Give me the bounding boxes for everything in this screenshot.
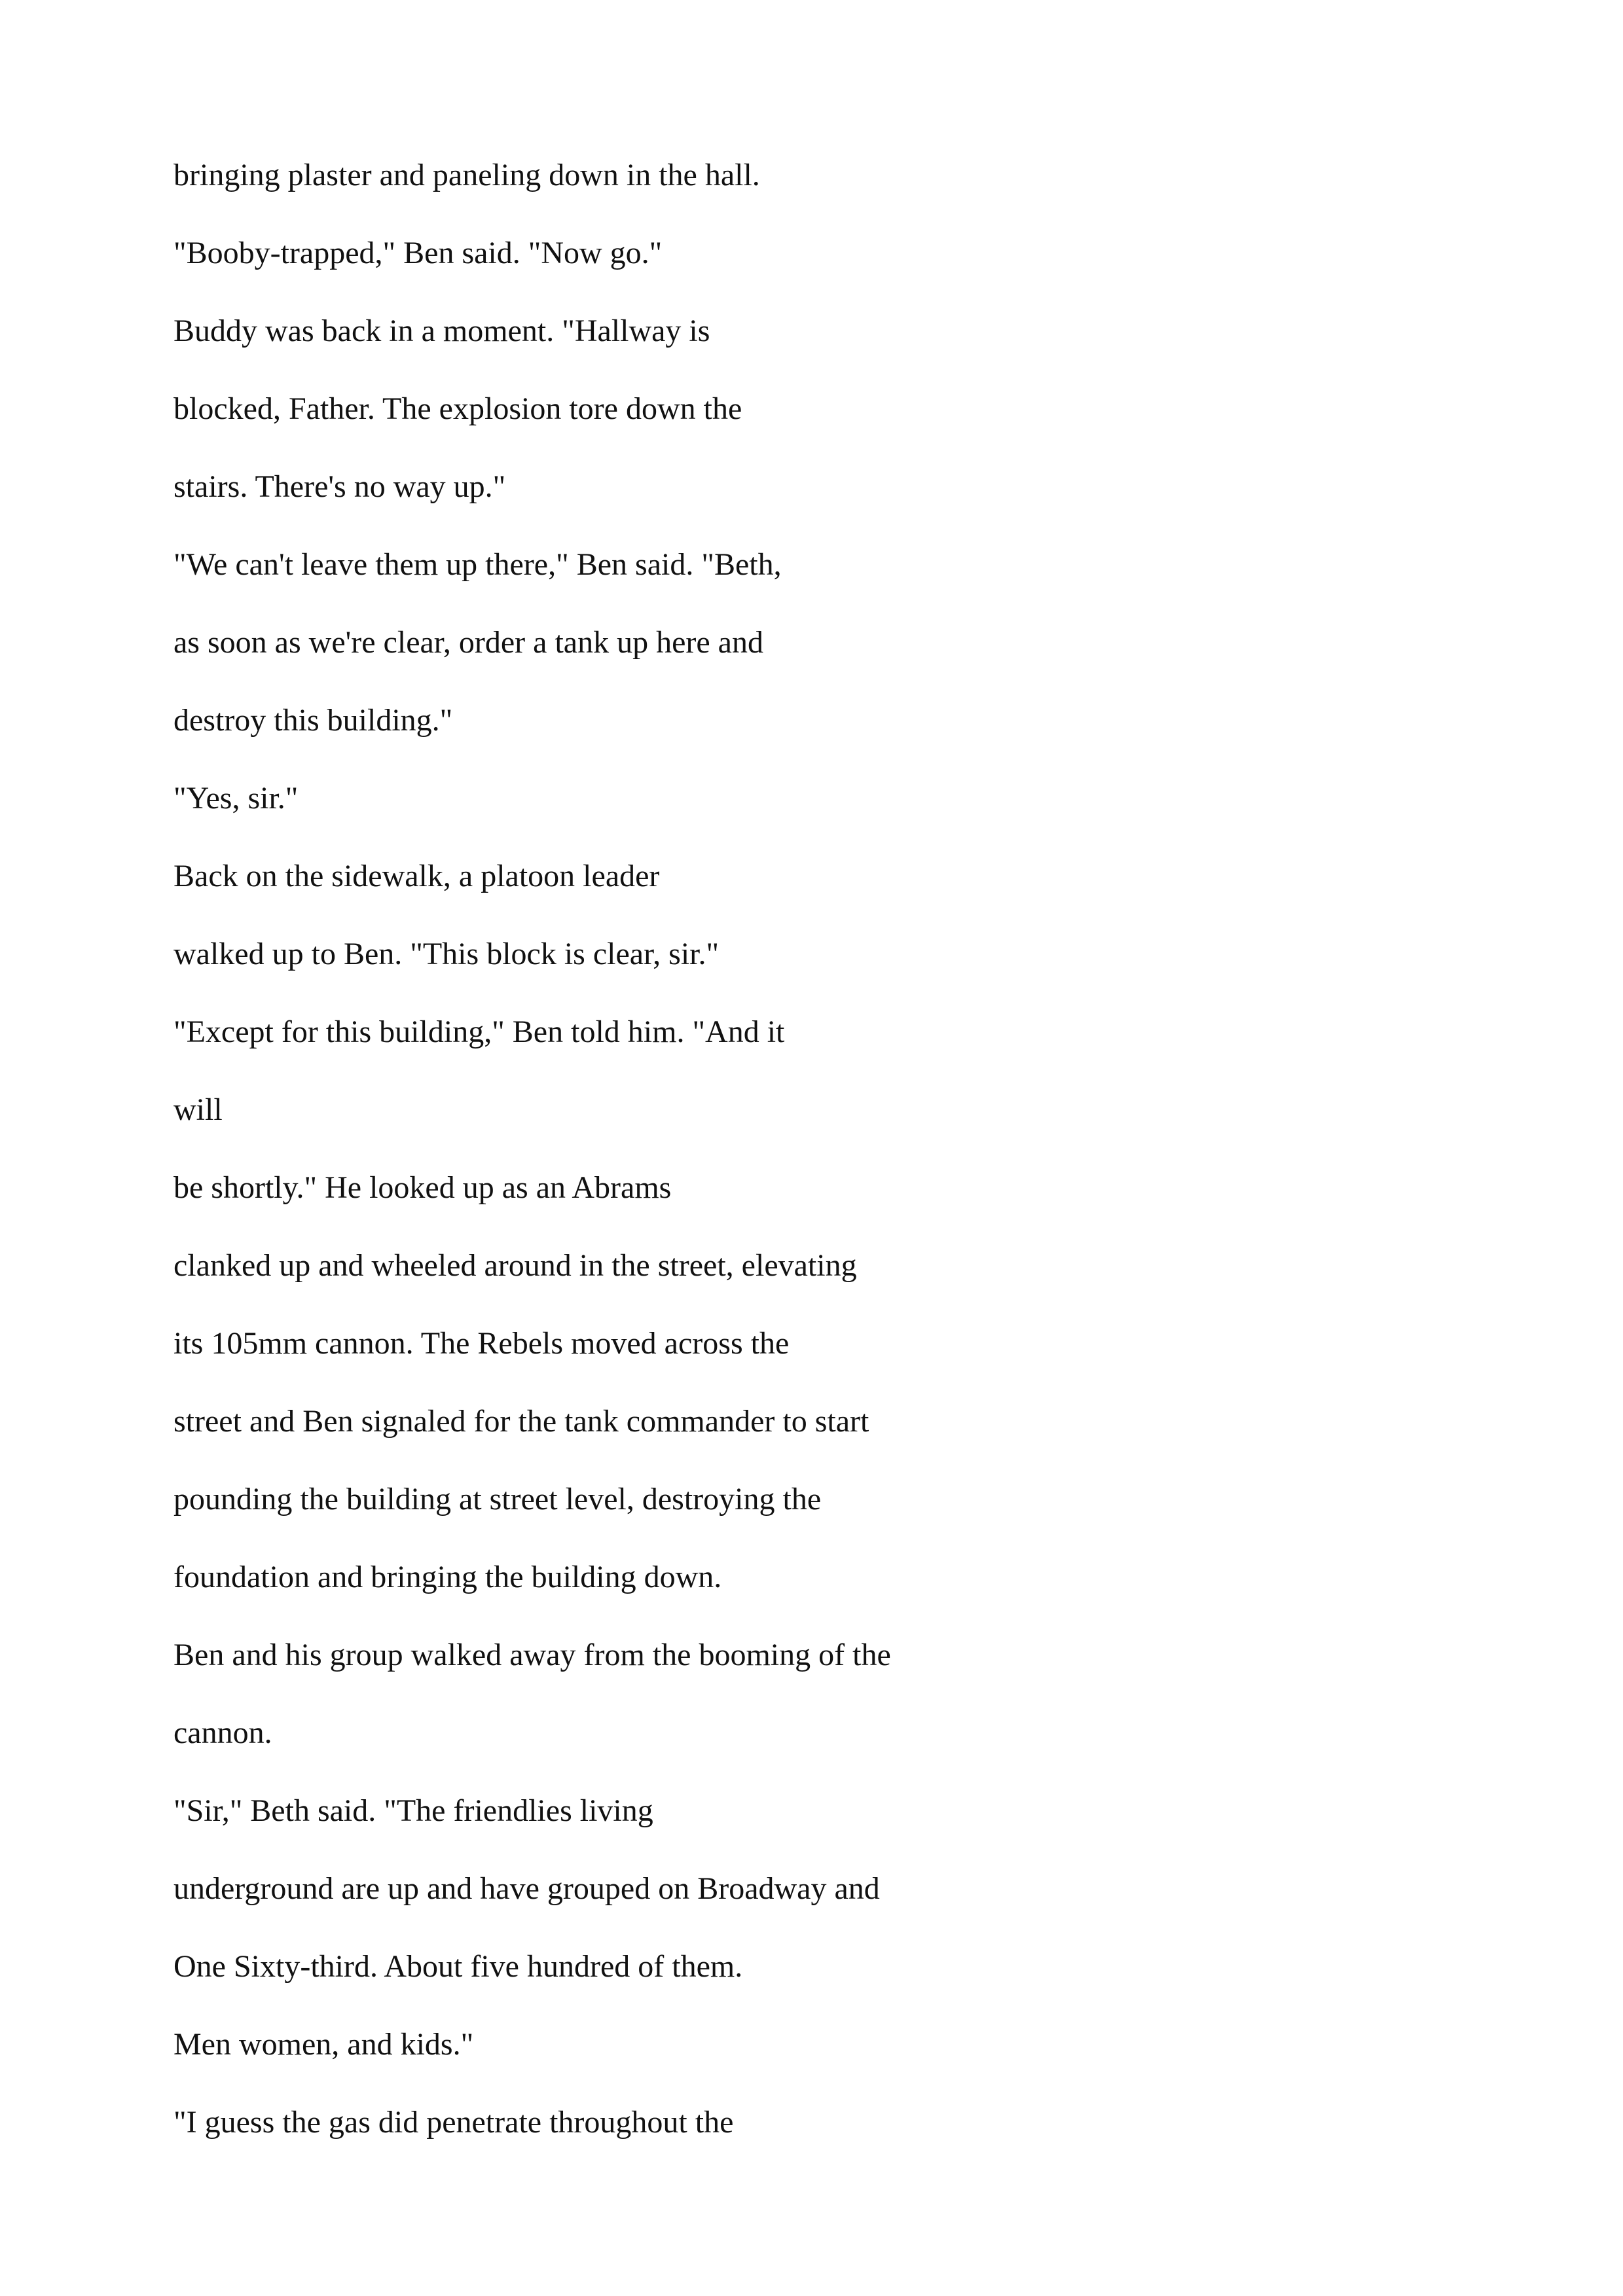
text-line: blocked, Father. The explosion tore down the (173, 391, 742, 426)
text-line: Men women, and kids." (173, 2027, 474, 2062)
text-line: cannon. (173, 1715, 272, 1750)
text-line: its 105mm cannon. The Rebels moved across the (173, 1326, 790, 1361)
text-line: bringing plaster and paneling down in the hall. (173, 158, 760, 192)
text-line: "Sir," Beth said. "The friendlies living (173, 1793, 653, 1828)
text-line: "I guess the gas did penetrate throughout the (173, 2105, 734, 2140)
text-line: clanked up and wheeled around in the street, elevating (173, 1248, 857, 1283)
text-line: street and Ben signaled for the tank commander to start (173, 1404, 869, 1439)
text-body (173, 152, 1483, 2177)
text-line: "We can't leave them up there," Ben said. "Beth, (173, 547, 782, 582)
text-line: Ben and his group walked away from the booming of the (173, 1638, 891, 1672)
text-line: destroy this building." (173, 703, 453, 738)
text-line: One Sixty-third. About five hundred of them. (173, 1949, 743, 1984)
text-line: "Except for this building," Ben told him. "And it (173, 1014, 785, 1049)
text-line: stairs. There's no way up." (173, 469, 506, 504)
text-line: walked up to Ben. "This block is clear, sir." (173, 937, 720, 971)
text-line: underground are up and have grouped on Broadway and (173, 1871, 880, 1906)
text-line: Buddy was back in a moment. "Hallway is (173, 314, 710, 348)
text-line: will (173, 1092, 223, 1127)
text-line: "Yes, sir." (173, 781, 299, 816)
text-line: foundation and bringing the building down. (173, 1560, 722, 1594)
text-line: pounding the building at street level, destroying the (173, 1482, 822, 1516)
text-line: be shortly." He looked up as an Abrams (173, 1170, 672, 1205)
text-line: "Booby-trapped," Ben said. "Now go." (173, 236, 663, 270)
text-line: as soon as we're clear, order a tank up here and (173, 625, 763, 660)
text-line: Back on the sidewalk, a platoon leader (173, 859, 660, 893)
